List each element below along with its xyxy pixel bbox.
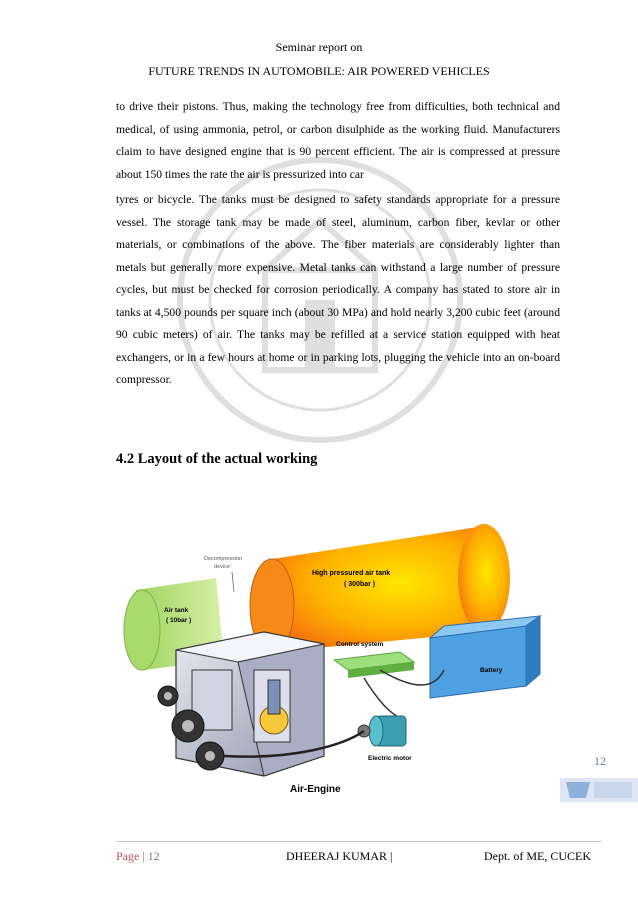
battery-label: Battery xyxy=(480,667,503,674)
footer-author: DHEERAJ KUMAR | xyxy=(286,849,393,863)
header-title: Seminar report on xyxy=(275,40,363,54)
footer-divider xyxy=(116,841,602,842)
footer-page-label: Page xyxy=(116,849,140,863)
footer-page-number: 12 xyxy=(147,849,160,863)
electric-motor xyxy=(358,716,406,746)
footer-page xyxy=(116,849,160,864)
page-number-badge: 12 xyxy=(594,754,606,768)
footer-separator: | xyxy=(142,849,145,863)
control-system xyxy=(334,652,414,678)
air-engine-diagram xyxy=(114,520,546,822)
high-tank-pressure-label: ( 300bar ) xyxy=(344,581,376,588)
decompression-sub-label: device xyxy=(214,564,230,570)
paragraph-tanks: tyres or bicycle. The tanks must be designed to safety standards appropriate for a pressure vessel. The storage tank may be made of steel, aluminum, carbon fiber, kevlar or other materials, or combinations of the above. The fiber materials are considerably lighter than metals but generally more expensive. Metal tanks can withstand a large number of pressure cycles, but must be checked for corrosion periodically. A company has stated to store air in tanks at 4,500 pounds per square inch (about 30 MPa) and hold nearly 3,200 cubic feet (around 90 cubic meters) of air. The tanks may be refilled at a service station equipped with heat exchangers, or in a few hours at home or in parking lots, plugging the vehicle into an on-board compressor. xyxy=(116,193,560,386)
air-engine-label: Air-Engine xyxy=(290,784,341,795)
paragraph-intro: to drive their pistons. Thus, making the technology free from difficulties, both technical and medical, of using ammonia, petrol, or carbon disulphide as the working fluid. Manufacturers claim to have designed engine that is 90 percent efficient. The air is compressed at pressure about 150 times the rate the air is pressurized into car xyxy=(116,100,560,181)
engine-block xyxy=(158,632,364,776)
high-tank-label: High pressured air tank xyxy=(312,570,391,577)
page-tab-icon xyxy=(560,778,638,802)
air-tank-label: Air tank xyxy=(164,607,189,614)
header-subtitle: FUTURE TRENDS IN AUTOMOBILE: AIR POWERED VEHICLES xyxy=(148,64,490,78)
footer-dept: Dept. of ME, CUCEK xyxy=(484,849,591,863)
battery xyxy=(430,616,540,698)
air-tank-pressure-label: ( 10bar ) xyxy=(166,617,192,624)
control-system-label: Control system xyxy=(336,641,384,648)
section-heading: 4.2 Layout of the actual working xyxy=(116,451,318,467)
electric-motor-label: Electric motor xyxy=(368,755,412,762)
decompression-label: Decompression xyxy=(204,556,243,562)
